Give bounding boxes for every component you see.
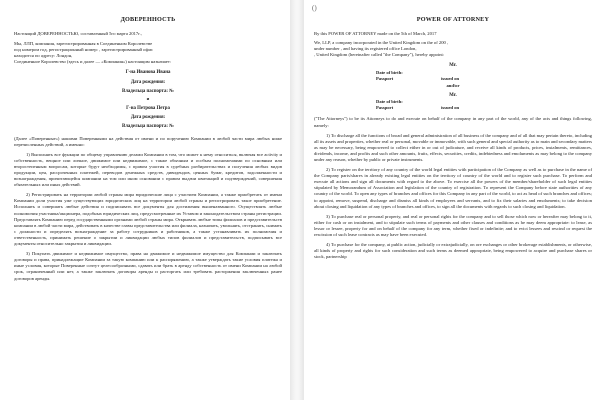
ru-and-or: и <box>146 96 150 102</box>
russian-page <box>0 0 290 400</box>
book-gutter <box>290 0 304 400</box>
ru-dob-2: Дата рождения: <box>130 114 166 120</box>
ru-para-2: 2) Регистрировать на территории любой страны мира юридические лица с участием Компании, а также приобретать от имени Компании доли участия уже существующих юридических лиц на территории любой страны и регистрировать такое приобретение. Исполнять и совершать любые действия и подписывать все документы для достижения вышеназванного. Осуществлять любые полномочия участника/акционера, подобных юридических лиц, предусмотренные их Уставом и законодательством страны регистрации. Представлять Компанию перед государственными органами любой страны мира. Открывать любые типы филиалов и представительств компании в любой части мира, действовать в качестве главы представительства или филиала, назначать, увольнять, отстранять, снимать с должности и определять вознаграждение за работу сотрудников и работников, а также устанавливать их полномочия и ответственность, принимать решение о закрытии и ликвидации любых типов филиалов и представительств, подписывать все документы относительно закрытия и ликвидации. <box>14 192 282 247</box>
ru-intro-2: под номером год, регистрационный номер: , зарегистрированный офис <box>14 47 153 53</box>
en-person-1: Mr. <box>449 63 457 69</box>
ru-para-intro: (Далее «Поверенные») нашими Поверенными на действия от имени и по поручению Компании в любой части мира любых ниже перечисленных действий, а именно: <box>14 135 282 147</box>
ru-passport-1: Владельца паспорта: № <box>122 89 174 95</box>
ru-intro-4: Соединенное Королевство (здесь и далее — «Компания») настоящим назначает: <box>14 59 172 65</box>
ru-attorney-2 <box>14 106 282 131</box>
en-para-3: 3) To purchase real or personal property, and real or personal rights for the company and to sell those which now or hereafter may belong to it, either for cash or on instalment, and to stipulate such terms of payments and other clauses and conditions as he may deem appropriate: to lease, as lessor or lessee, property for and on behalf of the company for any term, whether fixed or indefinite; and to evict lessees and rescind or request the rescission of such lease contracts as may have been executed. <box>314 213 592 238</box>
en-issued-2: issued on <box>441 105 460 111</box>
en-para-2: 2) To register on the territory of any country of the world legal entities with participation of the Company as well as to purchase in the name of the Company parts/shares in already existing legal entities on the territory of country of the world and to register such purchase. To perform and execute all actions and sign all documents with regard to the above. To exercise all the powers of the member/shareholder of such legal entities stipulated by Memorandum of Association and legislation of the country of registration. To represent the Company before state authorities of any country of the world. To open any types of branches and offices for this Company in any part of the world, to act as head of such branches and offices; to appoint, remove, suspend, discharge and dismiss all kinds of employees and servants, and to fix their salaries and emoluments; to take decision about closing and liquidation of any types of branches and offices, to sign all the documents with regards to such closing and liquidation. <box>314 167 592 209</box>
ru-passport-2: Владельца паспорта: № <box>122 124 174 130</box>
en-passport-label-2: Passport <box>376 105 394 111</box>
ru-person-1: Г-на Иванова Ивана <box>125 70 171 76</box>
en-intro-2: We, LLP, a company incorporated in the United Kingdom on the of 200 , <box>314 40 449 46</box>
en-issued-1: issued on <box>441 75 460 81</box>
en-dob-label-2: Date of birth: <box>376 98 403 104</box>
ru-person-2: Г-на Петрова Петра <box>126 105 170 111</box>
english-page <box>304 0 600 400</box>
en-passport-row-1 <box>314 76 592 82</box>
ru-intro-3: находится по адресу: Лондон, <box>14 53 73 59</box>
en-intro-3: under number , and having its registered office London, <box>314 46 417 52</box>
ru-para-3: 3) Покупать движимое и недвижимое имущество, права на движимое и недвижимое имущество для Компании и заключать договоры и права, принадлежащие Компании за такую компанию или к распоряжению, а также утверждать такие условия платежа и иные условия, которые Поверенные сочтут целесообразными, сдавать или брать в аренду собственность от имени Компании на любой срок, ограниченный или нет, а также заключать договоры аренды и расторгать или требовать расторжения заключенных ранее договоров аренды. <box>14 251 282 281</box>
en-intro-1: By this POWER OF ATTORNEY made on the 5th of March, 2017 <box>314 31 437 36</box>
ru-dob-1: Дата рождения: <box>130 79 166 85</box>
russian-title: ДОВЕРЕННОСТЬ <box>120 16 176 23</box>
ru-attorney-1 <box>14 70 282 95</box>
english-title: POWER OF ATTORNEY <box>416 16 490 23</box>
ru-intro-1: Мы, ЛЛП, компания, зарегистрированная в Соединенном Королевстве <box>14 41 153 47</box>
en-para-1: 1) To discharge all the functions of broad and general administration of all business of the company and of all that may pertain thereto, including all its assets and properties, whether real or personal, movable or immovable, with such general and special authority as to main and secondary matters as may be necessary, being empowered to collect either in or out of judicature, and receive all kinds of products, prices, instalments, remittances, dividends, income, and profits and such other amounts, fruits, effects, securities, credits, indebtedness and emoluments as may belong to the company under any reason, whether by public or private instruments. <box>314 132 592 163</box>
en-dob-label-1: Date of birth: <box>376 69 403 75</box>
en-para-intro: ("The Attorneys") to be its Attorneys to do and execute on behalf of the company in any part of the world, any of the acts and things following, namely: <box>314 116 592 128</box>
en-intro-4: , United Kingdom (hereinafter called "the Company"), hereby appoint: <box>314 52 445 58</box>
en-and-or: and/or <box>446 83 460 89</box>
en-person-2: Mr. <box>449 92 457 98</box>
ru-para-1: 1) Выполнять все функции по общему управлению делами Компании в том, что может к нему относиться, включая все activity и собственность, вещное или личное, движимое или недвижимое, с также обычным и особым полномочиями по основным или второстепенным вопросам, которые будут необходимы, с правом участия в судебных разбирательствах и получения любых видов продукции, цен, рассроченных платежей, переводов денежных средств, дивидендов, ценных бумаг, кредитов, задолженности и вознаграждения, причитающейся компании на том или ином основании с правом выдачи квитанций и подтверждений, совершения обязательных или иных действий. <box>14 151 282 188</box>
en-attorney-1 <box>314 63 592 82</box>
en-attorney-2 <box>314 93 592 112</box>
en-passport-row-2 <box>314 105 592 111</box>
en-para-4: 4) To purchase for the company, at public action, judicially or extrajudicially, on ore exchanges or other brokerage establishments, or otherwise, all kinds of property and rights for such consideration and such terms as deemed appropriate, being empowered to acquire and purchase shares or stock, partnership <box>314 242 592 260</box>
en-passport-label-1: Passport <box>376 75 394 81</box>
corner-mark: () <box>312 4 317 12</box>
ru-place-line: Настоящий ДОВЕРЕННОСТЬЮ, составленный 5го марта 2017г., <box>14 31 142 36</box>
